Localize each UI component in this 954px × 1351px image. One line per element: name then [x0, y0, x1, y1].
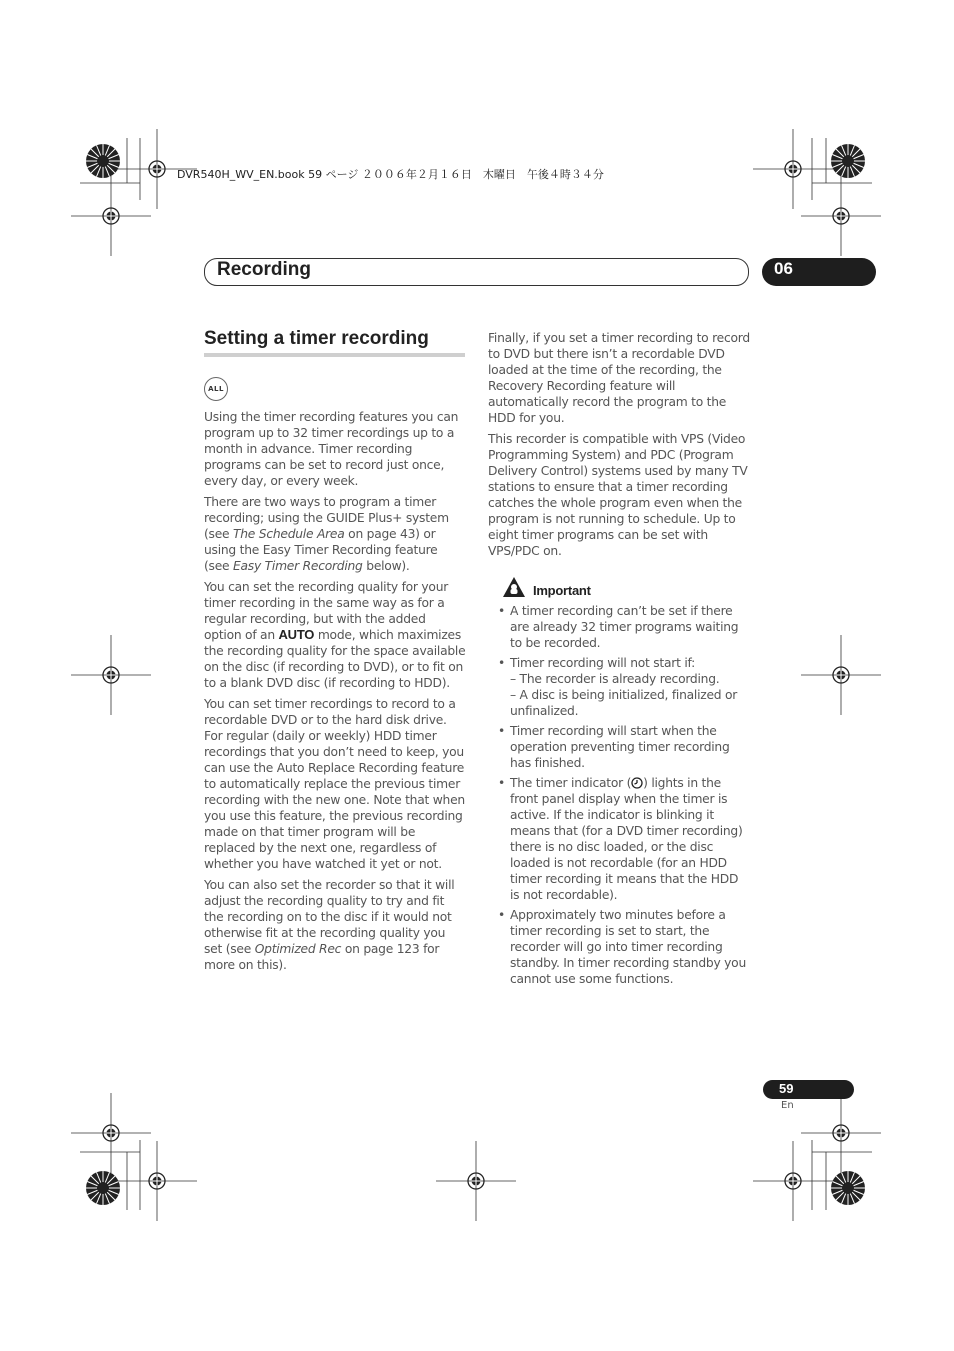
page-number-tab: [763, 1080, 854, 1099]
list-item: • Approximately two minutes before a timer recording is set to start, the recorder will go into timer recording standby. In timer recording standby you cannot use some functions.: [498, 908, 746, 986]
paragraph: You can set the recording quality for your timer recording in the same way as for a regular recording, but with the added option of an AUTO mode, which maximizes the recording quality for the space available on the disc (if recording to DVD), or to fit on to a blank DVD disc (if recording to HDD).: [204, 580, 466, 690]
heading-underline: [204, 353, 465, 357]
important-list: [488, 603, 750, 987]
list-item: • Timer recording will not start if: – The recorder is already recording. – A disc is being initialized, finalized or unfinalized.: [498, 656, 738, 718]
important-label: Important: [533, 583, 591, 598]
page-number: 59: [779, 1081, 794, 1096]
paragraph: You can set timer recordings to record to a recordable DVD or to the hard disk drive. For regular (daily or weekly) HDD timer recordings that you don’t need to keep, you can use the Auto Replace Recording feature to automatically replace the previous timer recording with the new one. Note that when you use this feature, the previous recording made on that timer program will be replaced by the next one, regardless of whether you have watched it yet or not.: [204, 697, 465, 871]
timer-indicator-icon: [631, 777, 643, 789]
important-note-header: [488, 577, 750, 603]
section-title: Recording: [217, 259, 311, 280]
page-language: En: [781, 1100, 794, 1111]
print-header: DVR540H_WV_EN.book 59 ページ ２００６年２月１６日 木曜日 午後４時３４分: [177, 168, 604, 181]
list-item: • The timer indicator ( ) lights in the front panel display when the timer is active. If the indicator is blinking it means that (for a DVD timer recording) there is no disc loaded, or the disc loaded is not recordable (for an HDD timer recording it means that the HDD is not recordable).: [498, 776, 743, 902]
left-column: [204, 409, 466, 978]
right-column: [488, 330, 750, 991]
paragraph: Using the timer recording features you can program up to 32 timer recordings up to a month in advance. Timer recording programs can be set to record just once, every day, or every week.: [204, 410, 459, 488]
paragraph: There are two ways to program a timer recording; using the GUIDE Plus+ system (see The Schedule Area on page 43) or using the Easy Timer Recording feature (see Easy Timer Recording below).: [204, 495, 449, 573]
warning-icon: [502, 576, 526, 598]
list-item: • Timer recording will start when the operation preventing timer recording has finished.: [498, 724, 730, 770]
auto-mode-label: AUTO: [278, 627, 315, 642]
cross-reference: Optimized Rec: [254, 942, 342, 956]
paragraph: Finally, if you set a timer recording to record to DVD but there isn’t a recordable DVD loaded at the time of the recording, the Recovery Recording feature will automatically record the program to the HDD for you.: [488, 331, 750, 425]
cross-reference: The Schedule Area: [233, 527, 345, 541]
cross-reference: Easy Timer Recording: [233, 559, 363, 573]
chapter-number: 06: [774, 259, 793, 278]
page-heading: Setting a timer recording: [204, 328, 429, 349]
list-item: • A timer recording can’t be set if there are already 32 timer programs waiting to be recorded.: [498, 604, 739, 650]
paragraph: You can also set the recorder so that it will adjust the recording quality to try and fit the recording on to the disc if it would not otherwise fit at the recording quality you set (see Optimized Rec on page 123 for more on this).: [204, 878, 455, 972]
all-discs-badge: ALL: [204, 377, 228, 401]
paragraph: This recorder is compatible with VPS (Video Programming System) and PDC (Program Delivery Control) systems used by many TV stations to ensure that a timer recording catches the whole program even when the program is not running to schedule. Up to eight timer programs can be set with VPS/PDC on.: [488, 432, 748, 558]
